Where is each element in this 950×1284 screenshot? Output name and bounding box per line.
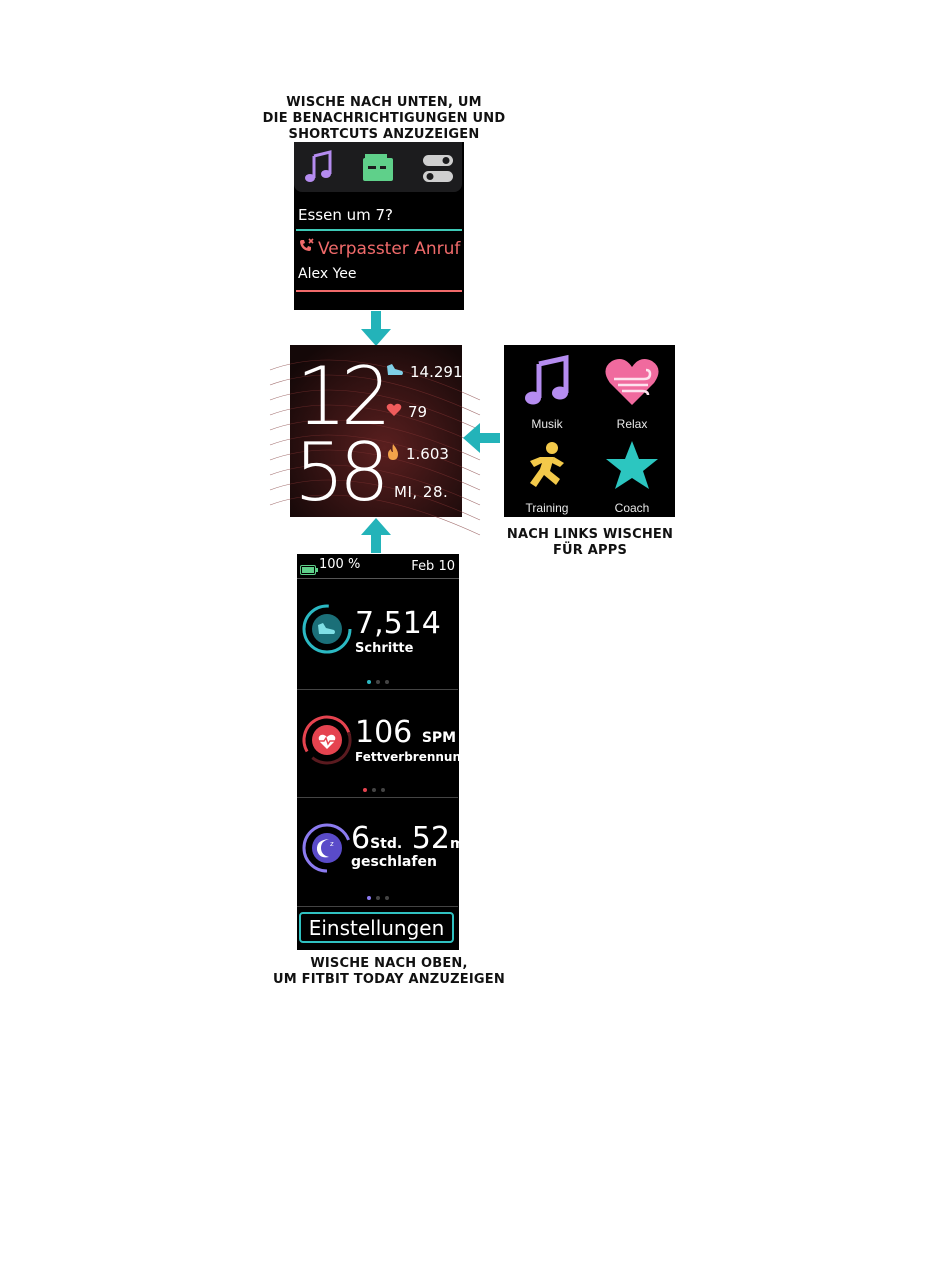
- app-label-musik: Musik: [531, 417, 563, 431]
- steps-stat: [386, 363, 463, 381]
- music-icon[interactable]: [304, 150, 334, 188]
- caption-swipe-up: [250, 956, 528, 988]
- steps-value: 14.291: [410, 363, 463, 381]
- caption-swipe-left: [490, 527, 690, 559]
- clock-hour: 12: [296, 350, 386, 443]
- heart-rate-card[interactable]: [297, 690, 470, 798]
- arrow-up-icon: [360, 517, 392, 553]
- page-dots: [367, 896, 389, 900]
- page-dot: [376, 896, 380, 900]
- relax-heart-icon[interactable]: [604, 357, 660, 411]
- caption-line: NACH LINKS WISCHEN: [506, 527, 674, 542]
- today-date: Feb 10: [411, 559, 455, 574]
- message-text: Essen um 7?: [298, 206, 394, 224]
- sleep-hours-unit: Std.: [370, 836, 403, 852]
- steps-ring: [301, 603, 353, 655]
- fitbit-today-screen[interactable]: [297, 554, 470, 950]
- notifications-screen[interactable]: [294, 142, 464, 310]
- caption-line: DIE BENACHRICHTIGUNGEN UND: [262, 111, 506, 126]
- page-dot: [367, 680, 371, 684]
- heart-rate-unit: SPM: [421, 730, 457, 746]
- flame-icon: [386, 443, 400, 465]
- sleep-minutes: 52: [411, 821, 450, 856]
- heart-rate-label: Fettverbrennung: [355, 750, 470, 764]
- heart-rate-value: 79: [408, 403, 428, 421]
- heart-icon: [386, 403, 402, 421]
- app-label-training: Training: [525, 501, 569, 515]
- clock-date: MI, 28.: [394, 483, 449, 501]
- status-bar: [297, 554, 459, 579]
- arrow-left-icon: [462, 422, 500, 454]
- apps-screen[interactable]: [504, 345, 675, 517]
- sleep-card[interactable]: [297, 798, 465, 907]
- page-dot: [376, 680, 380, 684]
- page-dots: [363, 788, 385, 792]
- toggle-settings-icon[interactable]: [422, 154, 454, 188]
- message-divider: [296, 229, 462, 231]
- app-label-relax: Relax: [616, 417, 648, 431]
- runner-icon[interactable]: [520, 441, 570, 495]
- sleep-label: geschlafen: [351, 854, 437, 870]
- settings-button[interactable]: Einstellungen: [299, 912, 454, 943]
- caption-line: WISCHE NACH OBEN,: [310, 956, 468, 971]
- missed-call-name: Alex Yee: [298, 266, 357, 282]
- sleep-minutes-unit: m: [449, 836, 465, 852]
- battery-level: 100 %: [319, 557, 361, 572]
- page-dot: [385, 896, 389, 900]
- caption-line: SHORTCUTS ANZUZEIGEN: [288, 127, 480, 142]
- caption-line: FÜR APPS: [552, 543, 628, 558]
- steps-value: 7,514: [355, 606, 441, 641]
- page-dot: [363, 788, 367, 792]
- steps-card[interactable]: [297, 579, 458, 690]
- star-icon[interactable]: [604, 439, 660, 495]
- calories-value: 1.603: [406, 445, 449, 463]
- shortcuts-bar[interactable]: [294, 142, 462, 192]
- heart-rate-stat: [386, 403, 427, 421]
- music-icon[interactable]: [524, 355, 570, 411]
- heart-rate-value: [355, 715, 457, 753]
- svg-text:z: z: [330, 840, 334, 848]
- page-dots: [367, 680, 389, 684]
- caption-swipe-down: [250, 95, 518, 143]
- clock-face-screen[interactable]: [290, 345, 462, 517]
- heart-rate-number: 106: [355, 715, 413, 750]
- page-dot: [381, 788, 385, 792]
- arrow-down-icon: [360, 311, 392, 347]
- missed-call-title: [298, 238, 460, 259]
- calories-stat: [386, 443, 449, 465]
- missed-call-divider: [296, 290, 462, 292]
- page-dot: [372, 788, 376, 792]
- page-dot: [367, 896, 371, 900]
- heart-rate-ring: [301, 714, 353, 766]
- sleep-ring: [301, 822, 353, 874]
- clock-minute: 58: [294, 426, 384, 519]
- caption-line: WISCHE NACH UNTEN, UM: [286, 95, 482, 110]
- caption-line: UM FITBIT TODAY ANZUZEIGEN: [273, 972, 505, 987]
- page-dot: [385, 680, 389, 684]
- missed-call-icon: [298, 238, 314, 259]
- sleep-hours: 6: [351, 821, 371, 856]
- app-label-coach: Coach: [614, 501, 650, 515]
- steps-label: Schritte: [355, 641, 414, 656]
- battery-icon: [300, 560, 318, 579]
- wallet-icon[interactable]: [362, 154, 394, 186]
- shoe-icon: [386, 363, 404, 381]
- missed-call-label: Verpasster Anruf: [318, 238, 461, 259]
